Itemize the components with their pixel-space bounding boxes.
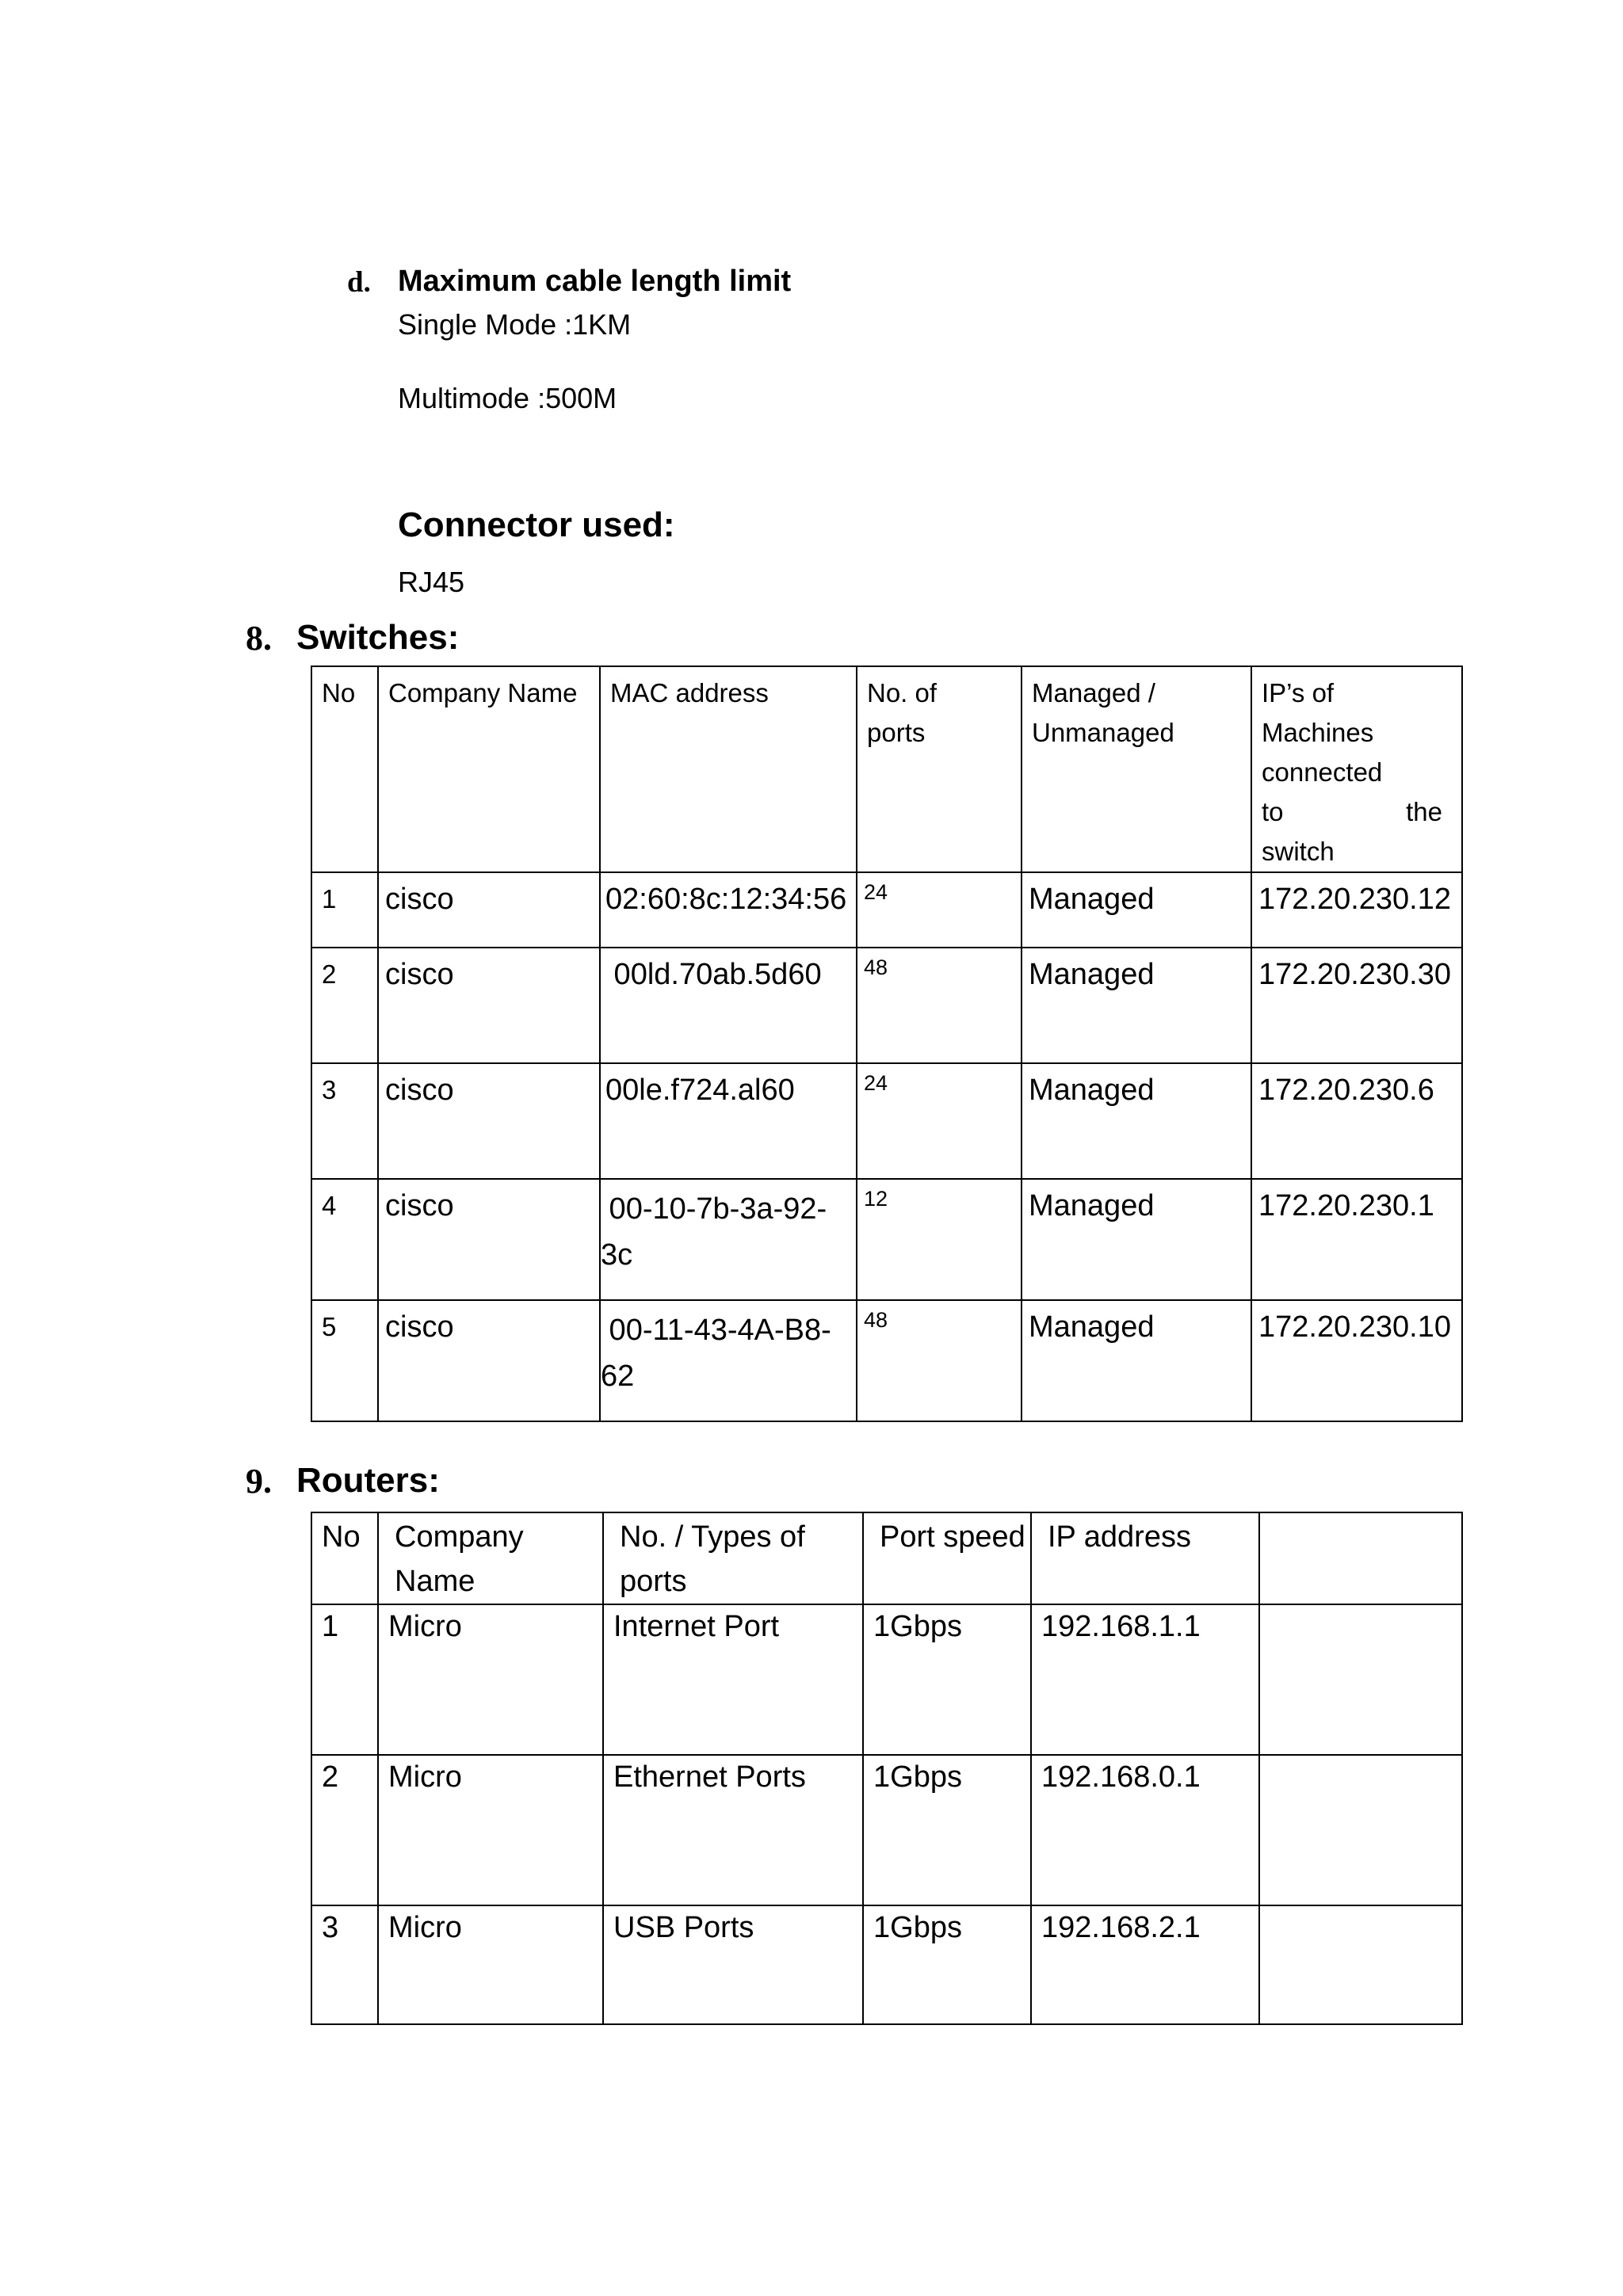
switches-header-ports: No. of ports bbox=[857, 666, 1022, 872]
switch-ports: 24 bbox=[864, 880, 888, 904]
table-row bbox=[311, 1063, 1462, 1179]
switch-ip: 172.20.230.10 bbox=[1258, 1310, 1452, 1344]
switch-company: cisco bbox=[385, 958, 454, 991]
router-company: Micro bbox=[388, 1760, 462, 1794]
switch-mac: 00-11-43-4A-B8- 62 bbox=[601, 1314, 831, 1393]
router-ip: 192.168.0.1 bbox=[1041, 1760, 1201, 1794]
switch-ip: 172.20.230.30 bbox=[1258, 958, 1452, 991]
table-row bbox=[311, 1179, 1462, 1300]
router-port-type: Ethernet Ports bbox=[613, 1760, 806, 1794]
switches-header-ips: IP’s of Machines connected to the switch bbox=[1251, 666, 1462, 872]
switch-managed: Managed bbox=[1029, 958, 1155, 991]
section-d-title: Maximum cable length limit bbox=[398, 265, 792, 298]
router-company: Micro bbox=[388, 1911, 462, 1944]
routers-table bbox=[311, 1512, 1463, 2025]
switch-ip: 172.20.230.1 bbox=[1258, 1189, 1434, 1222]
router-no: 1 bbox=[322, 1610, 339, 1643]
switches-header-company: Company Name bbox=[378, 666, 600, 872]
switch-no: 3 bbox=[322, 1075, 337, 1104]
router-no: 2 bbox=[322, 1760, 339, 1794]
routers-header-extra bbox=[1259, 1512, 1462, 1604]
switches-header-no: No bbox=[311, 666, 378, 872]
switch-mac: 00ld.70ab.5d60 bbox=[605, 958, 822, 991]
table-row bbox=[311, 1755, 1462, 1905]
switch-managed: Managed bbox=[1029, 1189, 1155, 1222]
router-ip: 192.168.2.1 bbox=[1041, 1911, 1201, 1944]
switches-header-mac: MAC address bbox=[600, 666, 857, 872]
switch-company: cisco bbox=[385, 1310, 454, 1344]
routers-header-types: No. / Types of ports bbox=[603, 1512, 863, 1604]
switch-ip: 172.20.230.6 bbox=[1258, 1074, 1434, 1107]
multimode-text: Multimode :500M bbox=[398, 382, 617, 414]
router-extra bbox=[1260, 1906, 1461, 1913]
routers-header-no: No bbox=[311, 1512, 378, 1604]
switch-mac: 00-10-7b-3a-92- 3c bbox=[601, 1192, 827, 1272]
connector-value: RJ45 bbox=[398, 566, 465, 598]
switch-no: 2 bbox=[322, 959, 337, 989]
switch-company: cisco bbox=[385, 1074, 454, 1107]
switches-header-managed: Managed / Unmanaged bbox=[1022, 666, 1251, 872]
switch-mac: 00le.f724.al60 bbox=[605, 1074, 795, 1107]
switches-header-row bbox=[311, 666, 1462, 872]
routers-title: Routers: bbox=[296, 1461, 440, 1500]
routers-header-row bbox=[311, 1512, 1462, 1604]
router-extra bbox=[1260, 1756, 1461, 1762]
router-no: 3 bbox=[322, 1911, 339, 1944]
switches-title: Switches: bbox=[296, 618, 460, 657]
single-mode-text: Single Mode :1KM bbox=[398, 308, 632, 341]
switches-number: 8. bbox=[246, 619, 272, 658]
table-row bbox=[311, 1905, 1462, 2024]
switch-ports: 24 bbox=[864, 1071, 888, 1095]
routers-header-speed: Port speed bbox=[863, 1512, 1031, 1604]
switch-ports: 48 bbox=[864, 1308, 888, 1332]
section-d-letter: d. bbox=[347, 266, 371, 299]
switch-no: 4 bbox=[322, 1191, 337, 1220]
switch-managed: Managed bbox=[1029, 1074, 1155, 1107]
switch-mac: 02:60:8c:12:34:56 bbox=[605, 883, 847, 916]
router-port-type: USB Ports bbox=[613, 1911, 754, 1944]
table-row bbox=[311, 1300, 1462, 1421]
router-port-speed: 1Gbps bbox=[873, 1610, 962, 1643]
switches-table bbox=[311, 666, 1463, 1422]
router-extra bbox=[1260, 1605, 1461, 1611]
switch-no: 5 bbox=[322, 1312, 337, 1341]
switch-managed: Managed bbox=[1029, 1310, 1155, 1344]
switch-ports: 12 bbox=[864, 1187, 888, 1211]
router-port-speed: 1Gbps bbox=[873, 1911, 962, 1944]
switch-no: 1 bbox=[322, 884, 337, 913]
router-port-type: Internet Port bbox=[613, 1610, 780, 1643]
router-port-speed: 1Gbps bbox=[873, 1760, 962, 1794]
connector-heading: Connector used: bbox=[398, 505, 675, 544]
switch-company: cisco bbox=[385, 883, 454, 916]
router-company: Micro bbox=[388, 1610, 462, 1643]
router-ip: 192.168.1.1 bbox=[1041, 1610, 1201, 1643]
routers-header-ip: IP address bbox=[1031, 1512, 1259, 1604]
switch-ip: 172.20.230.12 bbox=[1258, 883, 1452, 916]
routers-number: 9. bbox=[246, 1462, 272, 1501]
switch-company: cisco bbox=[385, 1189, 454, 1222]
table-row bbox=[311, 872, 1462, 948]
table-row bbox=[311, 1604, 1462, 1755]
switch-managed: Managed bbox=[1029, 883, 1155, 916]
table-row bbox=[311, 948, 1462, 1063]
switch-ports: 48 bbox=[864, 955, 888, 979]
routers-header-company: Company Name bbox=[378, 1512, 603, 1604]
